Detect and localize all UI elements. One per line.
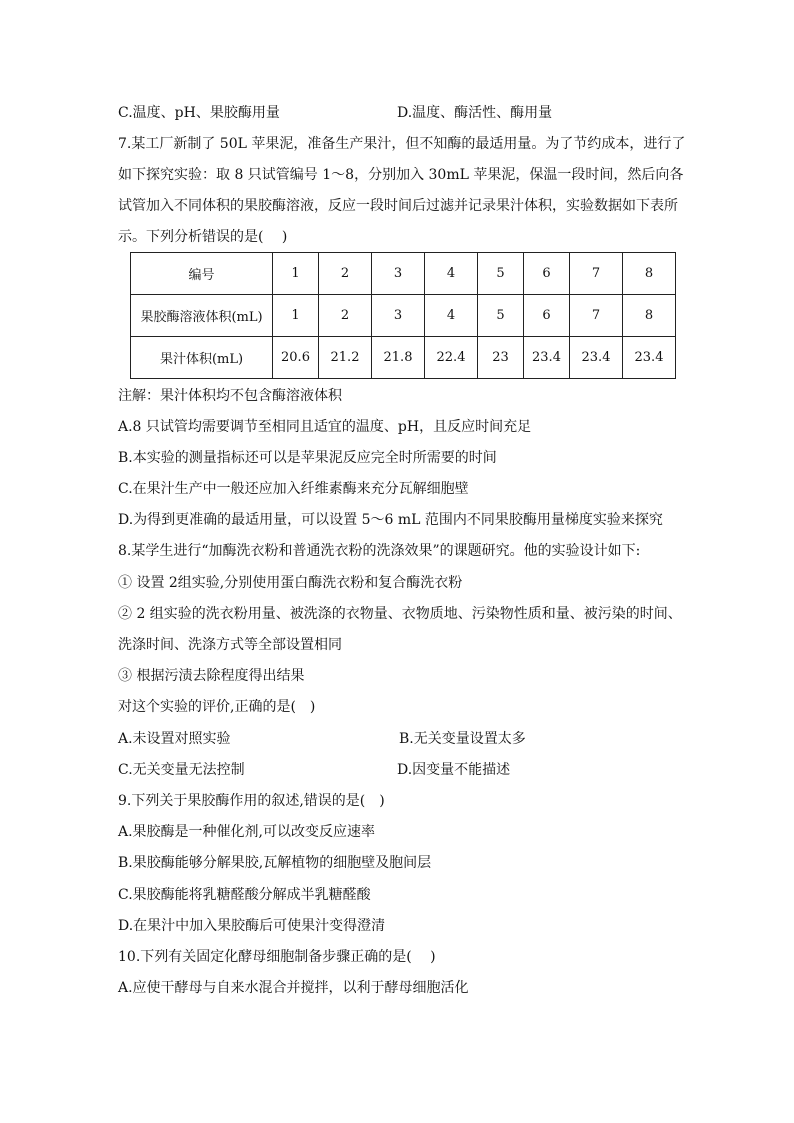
q6-option-d: D.温度、酶活性、酶用量 xyxy=(397,105,553,121)
table-cell: 8 xyxy=(623,253,676,295)
table-cell: 8 xyxy=(623,295,676,337)
table-cell: 20.6 xyxy=(273,337,319,379)
table-cell: 21.8 xyxy=(372,337,425,379)
row-label: 果汁体积(mL) xyxy=(131,337,273,379)
q7-option-c: C.在果汁生产中一般还应加入纤维素酶来充分瓦解细胞壁 xyxy=(118,481,469,497)
q7-data-table xyxy=(130,252,676,379)
table-cell: 23.4 xyxy=(623,337,676,379)
table-cell: 5 xyxy=(478,253,524,295)
q9-stem: 9.下列关于果胶酶作用的叙述,错误的是( ) xyxy=(118,793,385,809)
q7-option-d: D.为得到更准确的最适用量，可以设置 5～6 mL 范围内不同果胶酶用量梯度实验来探究 xyxy=(118,512,663,528)
table-cell: 3 xyxy=(372,253,425,295)
table-cell: 7 xyxy=(570,253,623,295)
q9-option-c: C.果胶酶能将乳糖醛酸分解成半乳糖醛酸 xyxy=(118,887,371,903)
q7-stem-line-1: 7.某工厂新制了 50L 苹果泥，准备生产果汁，但不知酶的最适用量。为了节约成本，进行了 xyxy=(118,136,686,152)
table-cell: 7 xyxy=(570,295,623,337)
table-cell: 6 xyxy=(524,295,570,337)
q7-stem-line-2: 如下探究实验：取 8 只试管编号 1～8，分别加入 30mL 苹果泥，保温一段时间，然后向各 xyxy=(118,167,684,183)
table-cell: 3 xyxy=(372,295,425,337)
table-row xyxy=(131,295,676,337)
table-cell: 21.2 xyxy=(319,337,372,379)
q8-option-b: B.无关变量设置太多 xyxy=(399,731,526,747)
q8-step-3: ③ 根据污渍去除程度得出结果 xyxy=(118,668,305,684)
q7-stem-line-3: 试管加入不同体积的果胶酶溶液，反应一段时间后过滤并记录果汁体积，实验数据如下表所 xyxy=(118,198,678,214)
q8-step-2-cont: 洗涤时间、洗涤方式等全部设置相同 xyxy=(118,637,342,653)
q7-note: 注解：果汁体积均不包含酶溶液体积 xyxy=(118,388,342,404)
table-cell: 23.4 xyxy=(570,337,623,379)
table-cell: 2 xyxy=(319,253,372,295)
q8-option-d: D.因变量不能描述 xyxy=(397,762,511,778)
q8-stem: 8.某学生进行“加酶洗衣粉和普通洗衣粉的洗涤效果”的课题研究。他的实验设计如下: xyxy=(118,543,641,559)
q6-option-c: C.温度、pH、果胶酶用量 xyxy=(118,105,280,121)
table-cell: 1 xyxy=(273,253,319,295)
q8-question: 对这个实验的评价,正确的是( ) xyxy=(118,699,316,715)
table-cell: 23.4 xyxy=(524,337,570,379)
q7-stem-line-4: 示。下列分析错误的是( ) xyxy=(118,229,288,245)
q8-step-1: ① 设置 2组实验,分别使用蛋白酶洗衣粉和复合酶洗衣粉 xyxy=(118,575,463,591)
q9-option-b: B.果胶酶能够分解果胶,瓦解植物的细胞壁及胞间层 xyxy=(118,855,432,871)
q7-option-a: A.8 只试管均需要调节至相同且适宜的温度、pH，且反应时间充足 xyxy=(118,419,532,435)
q8-option-a: A.未设置对照实验 xyxy=(118,731,231,747)
q8-option-c: C.无关变量无法控制 xyxy=(118,762,245,778)
row-label: 编号 xyxy=(131,253,273,295)
table-cell: 4 xyxy=(425,295,478,337)
q8-step-2: ② 2 组实验的洗衣粉用量、被洗涤的衣物量、衣物质地、污染物性质和量、被污染的时间、 xyxy=(118,606,682,622)
row-label: 果胶酶溶液体积(mL) xyxy=(131,295,273,337)
table-cell: 23 xyxy=(478,337,524,379)
q10-option-a: A.应使干酵母与自来水混合并搅拌，以利于酵母细胞活化 xyxy=(118,980,469,996)
q9-option-a: A.果胶酶是一种催化剂,可以改变反应速率 xyxy=(118,824,376,840)
table-cell: 22.4 xyxy=(425,337,478,379)
table-cell: 5 xyxy=(478,295,524,337)
q7-option-b: B.本实验的测量指标还可以是苹果泥反应完全时所需要的时间 xyxy=(118,450,497,466)
table-cell: 2 xyxy=(319,295,372,337)
table-cell: 6 xyxy=(524,253,570,295)
table-row xyxy=(131,253,676,295)
table-cell: 1 xyxy=(273,295,319,337)
table-cell: 4 xyxy=(425,253,478,295)
q10-stem: 10.下列有关固定化酵母细胞制备步骤正确的是( ) xyxy=(118,949,436,965)
q9-option-d: D.在果汁中加入果胶酶后可使果汁变得澄清 xyxy=(118,918,386,934)
table-row xyxy=(131,337,676,379)
